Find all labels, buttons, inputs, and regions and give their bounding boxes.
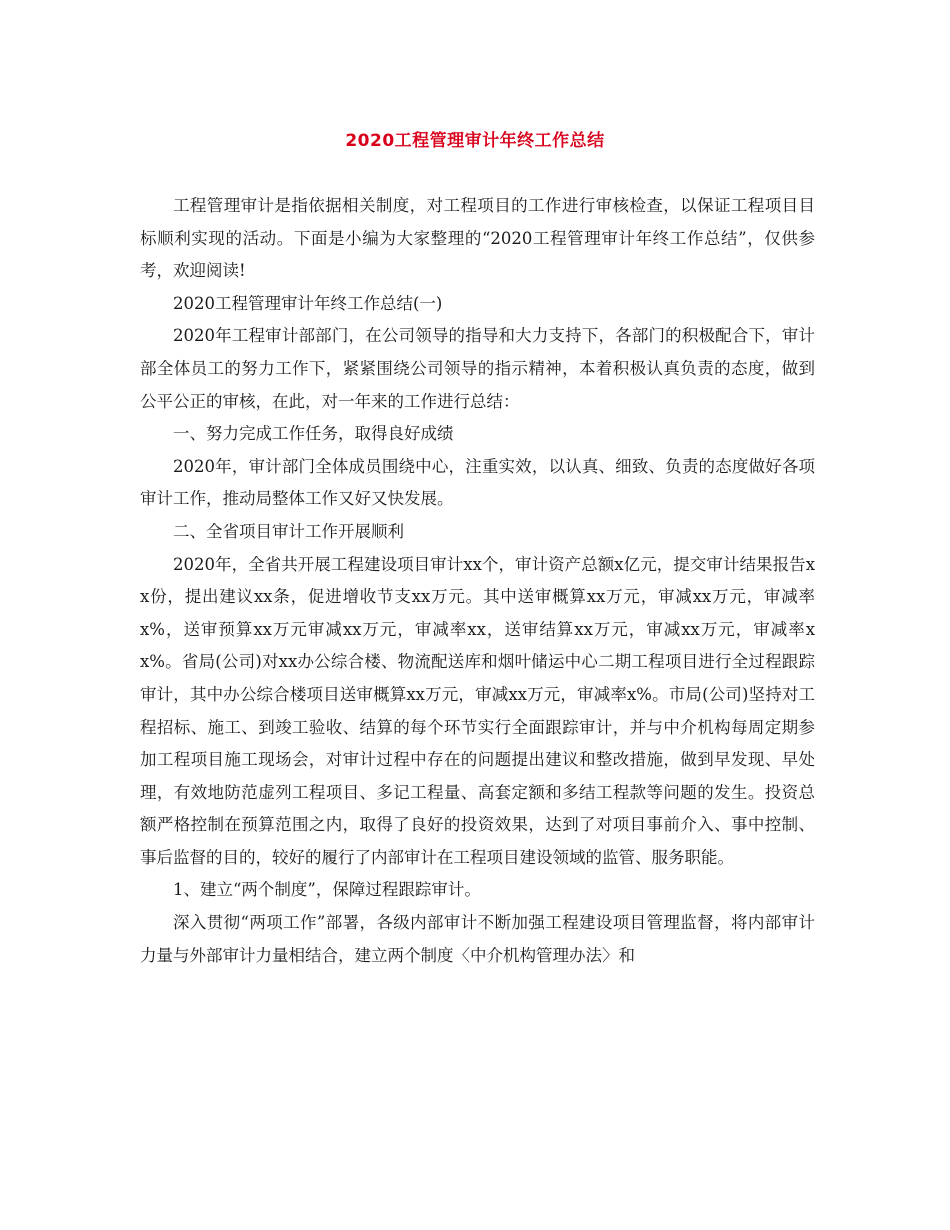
paragraph-overview: 2020年工程审计部部门，在公司领导的指导和大力支持下，各部门的积极配合下，审计部全体员工的努力工作下，紧紧围绕公司领导的指示精神，本着积极认真负责的态度，做到公平公正的审核，在此，对一年来的工作进行总结： (140, 326, 815, 411)
paragraph-heading-one: 一、努力完成工作任务，取得良好成绩 (173, 424, 454, 444)
paragraph-heading-two: 二、全省项目审计工作开展顺利 (173, 521, 404, 541)
paragraph-section-heading: 2020工程管理审计年终工作总结(一) (173, 293, 443, 313)
document-title: 2020工程管理审计年终工作总结 (345, 131, 605, 151)
paragraph-two-systems: 深入贯彻“两项工作”部署，各级内部审计不断加强工程建设项目管理监督，将内部审计力量与外部审计力量相结合，建立两个制度〈中介机构管理办法〉和 (140, 913, 815, 965)
paragraph-audit-details: 2020年，全省共开展工程建设项目审计xx个，审计资产总额x亿元，提交审计结果报告xx份，提出建议xx条，促进增收节支xx万元。其中送审概算xx万元，审减xx万元，审减率x%，送审预算xx万元审减xx万元，审减率xx，送审结算xx万元，审减xx万元，审减率xx%。省局(公司)对xx办公综合楼、物流配送库和烟叶储运中心二期工程项目进行全过程跟踪审计，其中办公综合楼项目送审概算xx万元，审减xx万元，审减率x%。市局(公司)坚持对工程招标、施工、到竣工验收、结算的每个环节实行全面跟踪审计，并与中介机构每周定期参加工程项目施工现场会，对审计过程中存在的问题提出建议和整改措施，做到早发现、早处理，有效地防范虚列工程项目、多记工程量、高套定额和多结工程款等问题的发生。投资总额严格控制在预算范围之内，取得了良好的投资效果，达到了对项目事前介入、事中控制、事后监督的目的，较好的履行了内部审计在工程项目建设领域的监管、服务职能。 (140, 554, 815, 867)
document-body (140, 190, 815, 972)
paragraph-intro: 工程管理审计是指依据相关制度，对工程项目的工作进行审核检查，以保证工程项目目标顺利实现的活动。下面是小编为大家整理的“2020工程管理审计年终工作总结”，仅供参考，欢迎阅读! (140, 196, 815, 281)
paragraph-subheading-one: 1、建立“两个制度”，保障过程跟踪审计。 (173, 880, 481, 900)
paragraph-achievement: 2020年，审计部门全体成员围绕中心，注重实效，以认真、细致、负责的态度做好各项审计工作，推动局整体工作又好又快发展。 (140, 456, 815, 509)
